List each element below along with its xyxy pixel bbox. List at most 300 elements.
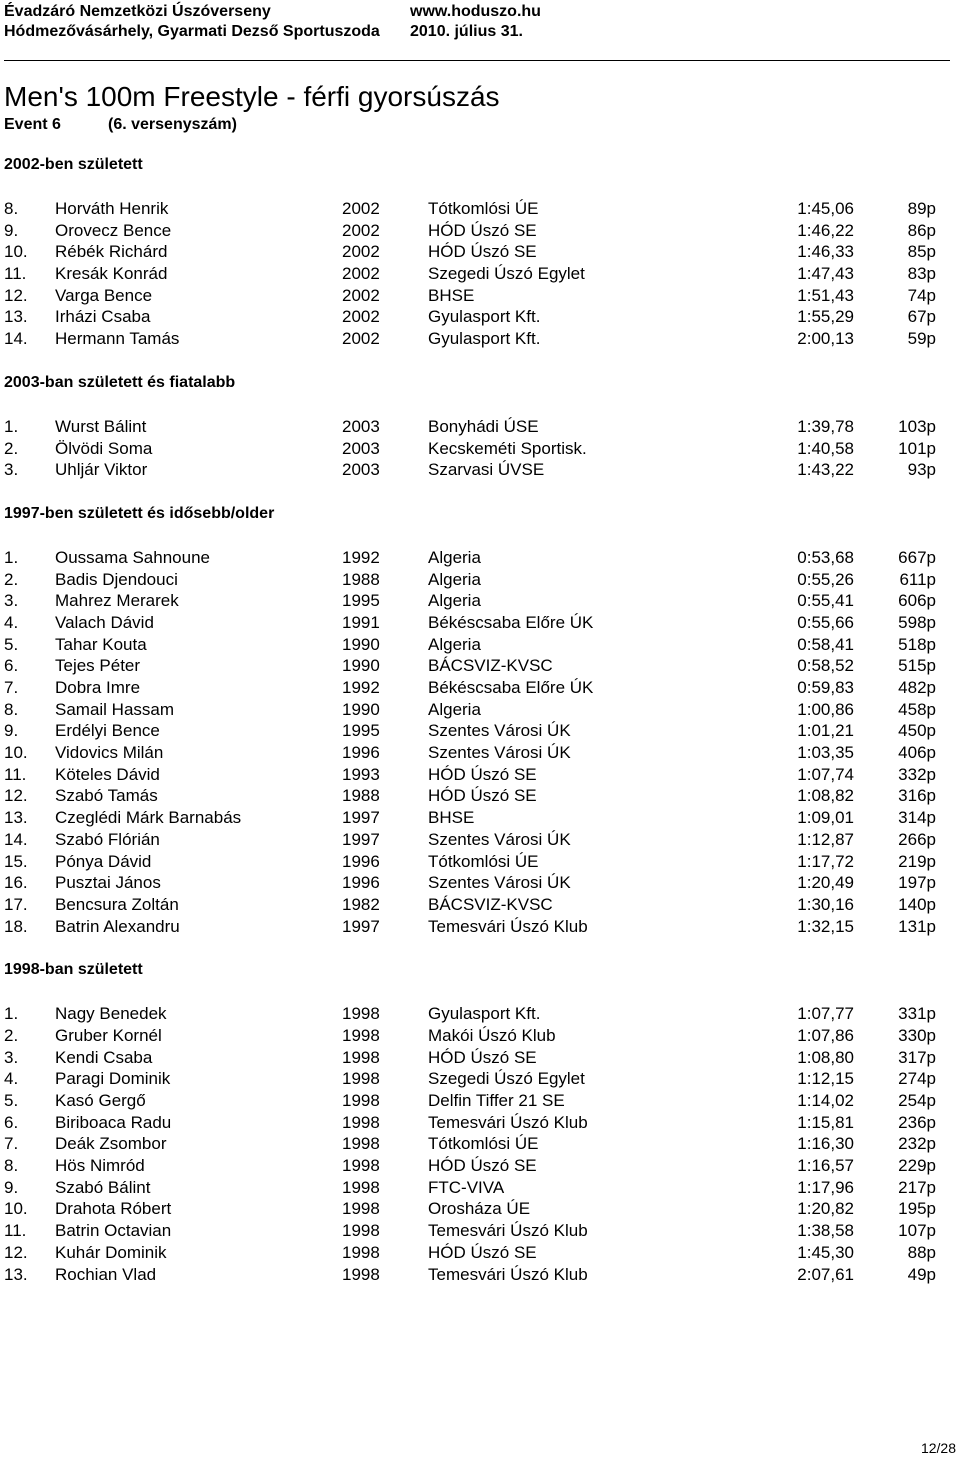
year-cell: 1998: [342, 1091, 380, 1110]
place-cell: 5.: [4, 1091, 19, 1110]
year-cell: 1996: [342, 851, 380, 871]
place-cell: 8.: [4, 1156, 19, 1176]
points-cell: 236p: [898, 1112, 936, 1132]
place-cell: 7.: [4, 1134, 19, 1154]
club-cell: Békéscsaba Előre ÚK: [428, 612, 594, 632]
time-cell: 1:43,22: [797, 460, 854, 480]
club-cell: BÁCSVIZ-KVSC: [428, 894, 553, 914]
club-cell: Gyulasport Kft.: [428, 1004, 541, 1024]
result-row: [0, 198, 960, 220]
name-cell: Köteles Dávid: [55, 764, 160, 784]
name-cell: Hös Nimród: [55, 1156, 145, 1176]
time-cell: 1:45,30: [797, 1242, 854, 1262]
place-cell: 9.: [4, 721, 19, 741]
results-section: [0, 960, 960, 1285]
points-cell: 232p: [898, 1134, 936, 1154]
points-cell: 89p: [907, 199, 936, 218]
club-cell: Tótkomlósi ÚE: [428, 199, 539, 218]
place-cell: 2.: [4, 438, 19, 458]
name-cell: Kresák Konrád: [55, 264, 168, 284]
time-cell: 1:07,86: [797, 1025, 854, 1045]
result-row: [0, 720, 960, 742]
place-cell: 11.: [4, 264, 27, 284]
year-cell: 1997: [342, 916, 380, 936]
time-cell: 1:03,35: [797, 743, 854, 763]
year-cell: 1998: [342, 1069, 380, 1089]
place-cell: 8.: [4, 199, 19, 218]
points-cell: 266p: [898, 829, 936, 849]
result-row: [0, 1198, 960, 1220]
points-cell: 458p: [898, 699, 936, 719]
points-cell: 331p: [898, 1004, 936, 1024]
result-row: [0, 829, 960, 851]
place-cell: 10.: [4, 743, 28, 763]
place-cell: 11.: [4, 1221, 27, 1241]
place-cell: 9.: [4, 220, 19, 240]
year-cell: 1982: [342, 894, 380, 914]
results-sections: [0, 155, 960, 1285]
results-section: [0, 373, 960, 504]
header-row-2: [4, 22, 956, 42]
club-cell: HÓD Úszó SE: [428, 1047, 537, 1067]
points-cell: 406p: [898, 743, 936, 763]
name-cell: Ölvödi Soma: [55, 438, 153, 458]
club-cell: Algeria: [428, 634, 481, 654]
name-cell: Paragi Dominik: [55, 1069, 171, 1089]
name-cell: Orovecz Bence: [55, 220, 172, 240]
place-cell: 13.: [4, 1264, 28, 1284]
place-cell: 1.: [4, 1004, 19, 1024]
time-cell: 1:40,58: [797, 438, 854, 458]
points-cell: 195p: [898, 1199, 936, 1219]
time-cell: 1:07,77: [797, 1004, 854, 1024]
name-cell: Bencsura Zoltán: [55, 894, 179, 914]
club-cell: BHSE: [428, 285, 475, 305]
time-cell: 1:45,06: [797, 199, 854, 218]
result-row: [0, 699, 960, 721]
place-cell: 18.: [4, 916, 28, 936]
result-row: [0, 1133, 960, 1155]
club-cell: Temesvári Úszó Klub: [428, 1221, 588, 1241]
name-cell: Valach Dávid: [55, 612, 154, 632]
place-cell: 3.: [4, 591, 19, 611]
points-cell: 667p: [898, 547, 936, 567]
club-cell: HÓD Úszó SE: [428, 1156, 537, 1176]
name-cell: Vidovics Milán: [55, 743, 164, 763]
header-row-1: [4, 2, 956, 22]
year-cell: 1998: [342, 1242, 380, 1262]
time-cell: 1:00,86: [797, 699, 854, 719]
result-row: [0, 1047, 960, 1069]
club-cell: Algeria: [428, 547, 481, 567]
place-cell: 14.: [4, 329, 28, 349]
club-cell: Bonyhádi ÚSE: [428, 416, 539, 436]
name-cell: Uhljár Viktor: [55, 460, 148, 480]
time-cell: 1:08,82: [797, 786, 854, 806]
club-cell: Szentes Városi ÚK: [428, 721, 571, 741]
time-cell: 2:07,61: [797, 1264, 854, 1284]
club-cell: BÁCSVIZ-KVSC: [428, 656, 553, 676]
year-cell: 1996: [342, 873, 380, 893]
event-number: Event 6: [4, 116, 61, 133]
place-cell: 4.: [4, 612, 19, 632]
venue: Hódmezővásárhely, Gyarmati Dezső Sportuszoda: [4, 23, 380, 40]
event-line: [4, 115, 237, 135]
time-cell: 1:20,49: [797, 873, 854, 893]
name-cell: Pónya Dávid: [55, 851, 152, 871]
club-cell: Szentes Városi ÚK: [428, 829, 571, 849]
place-cell: 16.: [4, 873, 28, 893]
club-cell: Tótkomlósi ÚE: [428, 1134, 539, 1154]
year-cell: 1991: [342, 612, 380, 632]
year-cell: 2003: [342, 438, 380, 458]
result-row: [0, 547, 960, 569]
points-cell: 518p: [898, 634, 936, 654]
club-cell: Orosháza ÚE: [428, 1199, 531, 1219]
year-cell: 1988: [342, 569, 380, 589]
points-cell: 103p: [898, 416, 936, 436]
year-cell: 1998: [342, 1112, 380, 1132]
club-cell: BHSE: [428, 808, 475, 828]
club-cell: HÓD Úszó SE: [428, 786, 537, 806]
result-row: [0, 1068, 960, 1090]
place-cell: 13.: [4, 307, 28, 327]
place-cell: 1.: [4, 547, 19, 567]
name-cell: Hermann Tamás: [55, 329, 180, 349]
result-row: [0, 677, 960, 699]
time-cell: 1:09,01: [797, 808, 854, 828]
year-cell: 1998: [342, 1156, 380, 1176]
year-cell: 1995: [342, 721, 380, 741]
result-row: [0, 655, 960, 677]
points-cell: 197p: [898, 873, 936, 893]
year-cell: 1992: [342, 678, 380, 697]
header-divider: [4, 60, 950, 61]
name-cell: Deák Zsombor: [55, 1134, 167, 1154]
result-row: [0, 1242, 960, 1264]
points-cell: 611p: [899, 569, 936, 589]
time-cell: 1:39,78: [797, 416, 854, 436]
club-cell: Delfin Tiffer 21 SE: [428, 1091, 565, 1110]
club-cell: Szegedi Úszó Egylet: [428, 1069, 585, 1089]
place-cell: 3.: [4, 1047, 19, 1067]
name-cell: Batrin Alexandru: [55, 916, 180, 936]
time-cell: 0:55,41: [797, 591, 854, 611]
year-cell: 2002: [342, 329, 380, 349]
club-cell: HÓD Úszó SE: [428, 1242, 537, 1262]
place-cell: 1.: [4, 416, 19, 436]
name-cell: Irházi Csaba: [55, 307, 151, 327]
results-section: [0, 155, 960, 373]
name-cell: Horváth Henrik: [55, 199, 169, 218]
points-cell: 314p: [898, 808, 936, 828]
club-cell: HÓD Úszó SE: [428, 764, 537, 784]
time-cell: 0:58,52: [797, 656, 854, 676]
time-cell: 1:46,33: [797, 242, 854, 262]
year-cell: 2002: [342, 199, 380, 218]
name-cell: Batrin Octavian: [55, 1221, 172, 1241]
result-row: [0, 1025, 960, 1047]
time-cell: 0:59,83: [797, 678, 854, 697]
points-cell: 86p: [907, 220, 936, 240]
time-cell: 1:12,87: [797, 829, 854, 849]
club-cell: Temesvári Úszó Klub: [428, 916, 588, 936]
year-cell: 1998: [342, 1134, 380, 1154]
time-cell: 0:55,26: [797, 569, 854, 589]
year-cell: 2002: [342, 242, 380, 262]
club-cell: Makói Úszó Klub: [428, 1025, 556, 1045]
points-cell: 83p: [907, 264, 936, 284]
points-cell: 67p: [907, 307, 936, 327]
points-cell: 332p: [898, 764, 936, 784]
year-cell: 2002: [342, 264, 380, 284]
name-cell: Erdélyi Bence: [55, 721, 160, 741]
section-gap: [0, 481, 960, 504]
year-cell: 1995: [342, 591, 380, 611]
year-cell: 2002: [342, 220, 380, 240]
year-cell: 2002: [342, 307, 380, 327]
year-cell: 1998: [342, 1047, 380, 1067]
points-cell: 330p: [898, 1025, 936, 1045]
place-cell: 4.: [4, 1069, 19, 1089]
club-cell: Algeria: [428, 699, 481, 719]
year-cell: 1998: [342, 1264, 380, 1284]
year-cell: 1996: [342, 743, 380, 763]
result-row: [0, 1155, 960, 1177]
name-cell: Dobra Imre: [55, 678, 141, 697]
club-cell: Gyulasport Kft.: [428, 307, 541, 327]
club-cell: Szarvasi ÚVSE: [428, 460, 545, 480]
place-cell: 12.: [4, 786, 28, 806]
year-cell: 1998: [342, 1221, 380, 1241]
place-cell: 10.: [4, 1199, 28, 1219]
place-cell: 3.: [4, 460, 19, 480]
points-cell: 74p: [907, 285, 936, 305]
place-cell: 6.: [4, 656, 19, 676]
year-cell: 1998: [342, 1025, 380, 1045]
points-cell: 59p: [907, 329, 936, 349]
section-gap: [0, 350, 960, 373]
name-cell: Czeglédi Márk Barnabás: [55, 808, 242, 828]
time-cell: 2:00,13: [797, 329, 854, 349]
year-cell: 1997: [342, 808, 380, 828]
place-cell: 17.: [4, 894, 28, 914]
time-cell: 0:55,66: [797, 612, 854, 632]
name-cell: Mahrez Merarek: [55, 591, 179, 611]
results-section: [0, 504, 960, 960]
event-name: Évadzáró Nemzetközi Úszóverseny: [4, 3, 271, 20]
event-subtitle: (6. versenyszám): [108, 116, 237, 133]
points-cell: 101p: [898, 438, 936, 458]
name-cell: Szabó Tamás: [55, 786, 158, 806]
time-cell: 1:08,80: [797, 1047, 854, 1067]
place-cell: 6.: [4, 1112, 19, 1132]
points-cell: 316p: [898, 786, 936, 806]
club-cell: Algeria: [428, 569, 481, 589]
name-cell: Wurst Bálint: [55, 416, 147, 436]
place-cell: 13.: [4, 808, 28, 828]
result-row: [0, 1264, 960, 1286]
year-cell: 2003: [342, 460, 380, 480]
club-cell: Temesvári Úszó Klub: [428, 1264, 588, 1284]
section-title: 1997-ben született és idősebb/older: [4, 504, 275, 522]
year-cell: 2003: [342, 416, 380, 436]
result-row: [0, 459, 960, 481]
year-cell: 1990: [342, 656, 380, 676]
section-title: 2003-ban született és fiatalabb: [4, 373, 236, 391]
points-cell: 229p: [898, 1156, 936, 1176]
time-cell: 1:16,30: [797, 1134, 854, 1154]
year-cell: 1993: [342, 764, 380, 784]
name-cell: Oussama Sahnoune: [55, 547, 210, 567]
website: www.hoduszo.hu: [410, 3, 541, 20]
result-row: [0, 894, 960, 916]
result-row: [0, 241, 960, 263]
place-cell: 12.: [4, 285, 28, 305]
place-cell: 14.: [4, 829, 28, 849]
year-cell: 1998: [342, 1199, 380, 1219]
name-cell: Kuhár Dominik: [55, 1242, 167, 1262]
result-row: [0, 742, 960, 764]
year-cell: 1997: [342, 829, 380, 849]
club-cell: HÓD Úszó SE: [428, 220, 537, 240]
year-cell: 1988: [342, 786, 380, 806]
points-cell: 93p: [907, 460, 936, 480]
time-cell: 1:14,02: [797, 1091, 854, 1110]
result-row: [0, 285, 960, 307]
result-row: [0, 764, 960, 786]
document-header: [4, 2, 956, 42]
result-row: [0, 916, 960, 938]
points-cell: 274p: [898, 1069, 936, 1089]
result-row: [0, 590, 960, 612]
points-cell: 219p: [898, 851, 936, 871]
points-cell: 254p: [898, 1091, 936, 1110]
place-cell: 11.: [4, 764, 27, 784]
club-cell: HÓD Úszó SE: [428, 242, 537, 262]
name-cell: Szabó Bálint: [55, 1177, 151, 1197]
place-cell: 5.: [4, 634, 19, 654]
section-title: 2002-ben született: [4, 156, 143, 173]
year-cell: 1998: [342, 1004, 380, 1024]
year-cell: 1990: [342, 699, 380, 719]
club-cell: Kecskeméti Sportisk.: [428, 438, 587, 458]
result-row: [0, 416, 960, 438]
place-cell: 7.: [4, 678, 19, 697]
time-cell: 1:01,21: [797, 721, 854, 741]
name-cell: Kasó Gergő: [55, 1091, 146, 1110]
name-cell: Kendi Csaba: [55, 1047, 153, 1067]
name-cell: Tejes Péter: [55, 656, 141, 676]
points-cell: 107p: [898, 1221, 936, 1241]
result-row: [0, 1177, 960, 1199]
result-row: [0, 807, 960, 829]
result-row: [0, 1003, 960, 1025]
result-row: [0, 1090, 960, 1112]
club-cell: Békéscsaba Előre ÚK: [428, 678, 594, 697]
place-cell: 12.: [4, 1242, 28, 1262]
points-cell: 317p: [898, 1047, 936, 1067]
section-gap: [0, 937, 960, 960]
place-cell: 2.: [4, 1025, 19, 1045]
points-cell: 598p: [898, 612, 936, 632]
place-cell: 15.: [4, 851, 28, 871]
time-cell: 1:17,96: [797, 1177, 854, 1197]
result-row: [0, 872, 960, 894]
time-cell: 1:17,72: [797, 851, 854, 871]
club-cell: Szentes Városi ÚK: [428, 873, 571, 893]
time-cell: 1:47,43: [797, 264, 854, 284]
time-cell: 0:58,41: [797, 634, 854, 654]
name-cell: Nagy Benedek: [55, 1004, 167, 1024]
result-row: [0, 612, 960, 634]
result-row: [0, 634, 960, 656]
result-row: [0, 328, 960, 350]
time-cell: 1:30,16: [797, 894, 854, 914]
place-cell: 8.: [4, 699, 19, 719]
time-cell: 1:16,57: [797, 1156, 854, 1176]
points-cell: 85p: [907, 242, 936, 262]
name-cell: Samail Hassam: [55, 699, 175, 719]
time-cell: 1:46,22: [797, 220, 854, 240]
section-title: 1998-ban született: [4, 961, 143, 979]
year-cell: 2002: [342, 285, 380, 305]
name-cell: Rochian Vlad: [55, 1264, 157, 1284]
club-cell: Algeria: [428, 591, 481, 611]
place-cell: 10.: [4, 242, 28, 262]
time-cell: 1:38,58: [797, 1221, 854, 1241]
points-cell: 606p: [898, 591, 936, 611]
club-cell: Temesvári Úszó Klub: [428, 1112, 588, 1132]
time-cell: 1:55,29: [797, 307, 854, 327]
date: 2010. július 31.: [410, 23, 523, 40]
time-cell: 0:53,68: [797, 547, 854, 567]
name-cell: Biriboaca Radu: [55, 1112, 172, 1132]
time-cell: 1:15,81: [797, 1112, 854, 1132]
result-row: [0, 438, 960, 460]
club-cell: Szegedi Úszó Egylet: [428, 264, 585, 284]
year-cell: 1992: [342, 547, 380, 567]
result-row: [0, 785, 960, 807]
points-cell: 450p: [898, 721, 936, 741]
result-row: [0, 306, 960, 328]
time-cell: 1:32,15: [797, 916, 854, 936]
result-row: [0, 851, 960, 873]
place-cell: 9.: [4, 1177, 19, 1197]
name-cell: Badis Djendouci: [55, 569, 178, 589]
points-cell: 482p: [898, 678, 936, 697]
year-cell: 1990: [342, 634, 380, 654]
page-title: Men's 100m Freestyle - férfi gyorsúszás: [4, 81, 500, 112]
club-cell: Szentes Városi ÚK: [428, 743, 571, 763]
time-cell: 1:12,15: [797, 1069, 854, 1089]
name-cell: Drahota Róbert: [55, 1199, 172, 1219]
name-cell: Gruber Kornél: [55, 1025, 162, 1045]
year-cell: 1998: [342, 1177, 380, 1197]
result-row: [0, 569, 960, 591]
result-row: [0, 1112, 960, 1134]
time-cell: 1:20,82: [797, 1199, 854, 1219]
points-cell: 515p: [898, 656, 936, 676]
time-cell: 1:51,43: [797, 285, 854, 305]
points-cell: 217p: [898, 1177, 936, 1197]
points-cell: 88p: [907, 1242, 936, 1262]
place-cell: 2.: [4, 569, 19, 589]
name-cell: Varga Bence: [55, 285, 153, 305]
result-row: [0, 1220, 960, 1242]
time-cell: 1:07,74: [797, 764, 854, 784]
page-number: 12/28: [920, 1440, 956, 1456]
